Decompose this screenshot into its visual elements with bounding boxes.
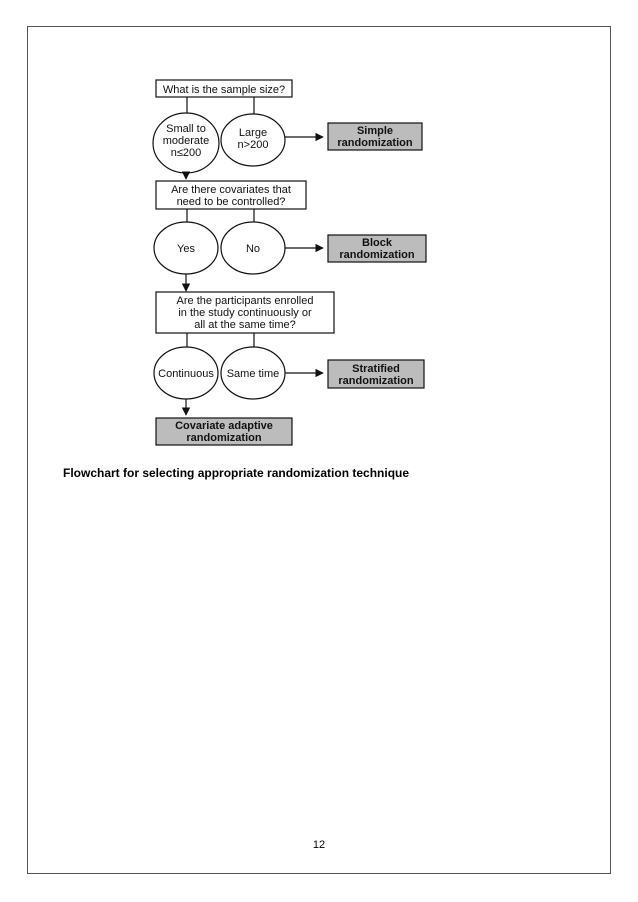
page-number: 12 (312, 839, 326, 851)
flowchart-text-line: randomization (337, 137, 413, 149)
flowchart-text-line: Continuous (158, 368, 214, 380)
flowchart-text-line: Stratified (352, 363, 400, 375)
flowchart-text-line: Same time (226, 368, 280, 380)
flowchart-text-line: Large (238, 127, 268, 139)
flowchart-text-line: Simple (356, 125, 394, 137)
flowchart-text-line: in the study continuously or (178, 307, 312, 319)
question-text-sample-size (163, 84, 285, 96)
flowchart-text-line: randomization (186, 432, 262, 444)
flowchart-text-line: Covariate adaptive (175, 420, 273, 432)
flowchart-text-line: moderate (162, 135, 210, 147)
option-text-same-time (227, 368, 280, 380)
figure-caption: Flowchart for selecting appropriate randomization technique (63, 466, 410, 480)
flowchart-text-line: Yes (177, 243, 195, 255)
question-text-enrollment (177, 295, 314, 331)
result-text-covariate-adaptive (175, 420, 273, 444)
flowchart-text-line: n≤200 (170, 147, 202, 159)
flowchart-text-line: Small to (166, 123, 206, 135)
flowchart-text-line: randomization (338, 375, 414, 387)
option-text-no (246, 243, 260, 255)
option-text-yes (177, 243, 195, 255)
flowchart-text-line: Are the participants enrolled (176, 295, 314, 307)
flowchart-text-line: No (245, 243, 261, 255)
option-text-large (238, 127, 269, 151)
flowchart-text-line: all at the same time? (194, 319, 296, 331)
question-text-covariates (171, 184, 291, 208)
flowchart-text-line: Block (362, 237, 392, 249)
flowchart-text-line: need to be controlled? (176, 196, 286, 208)
flowchart-text-line: n>200 (237, 139, 269, 151)
flowchart-text-line: randomization (339, 249, 415, 261)
flowchart-text-line: What is the sample size? (162, 84, 286, 96)
flowchart-text-line: Are there covariates that (171, 184, 291, 196)
option-text-continuous (158, 368, 214, 380)
